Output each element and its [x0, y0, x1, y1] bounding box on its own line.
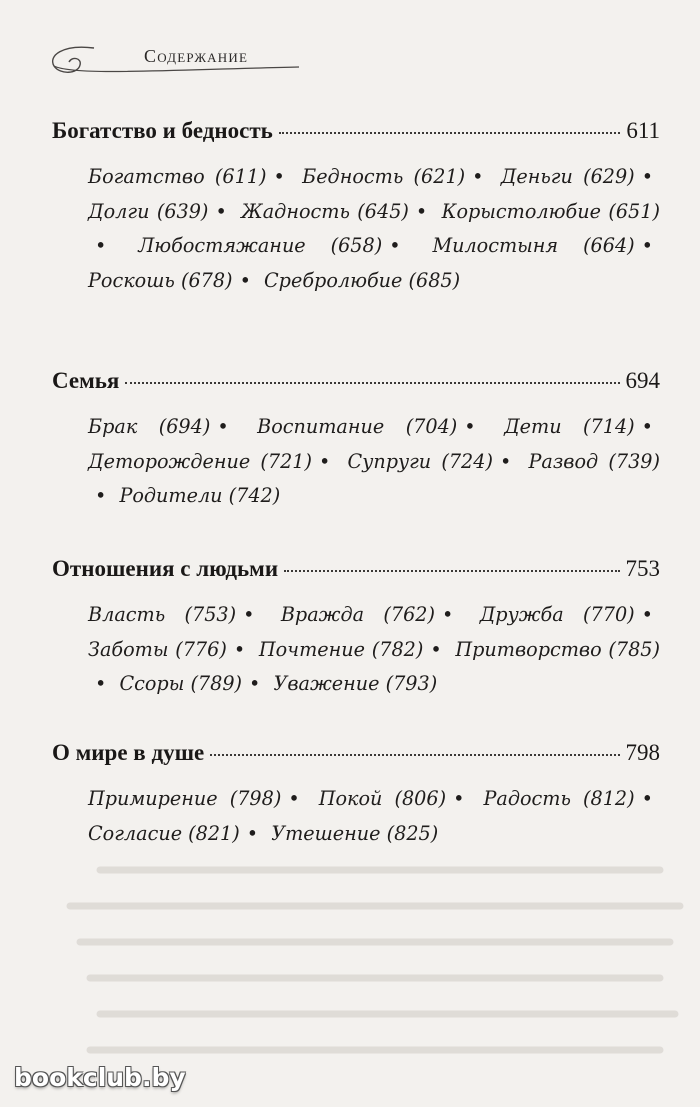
bullet-icon: •: [217, 415, 229, 438]
entry: Развод (739): [528, 449, 660, 473]
entry: Супруги (724): [347, 449, 493, 473]
toc-section-relations: [52, 556, 660, 702]
entry: Корыстолюбие (651): [441, 199, 660, 223]
bullet-icon: •: [641, 787, 653, 810]
bullet-icon: •: [442, 603, 454, 626]
section-title: О мире в душе: [52, 740, 205, 765]
entry-list: [88, 598, 660, 702]
entry: Радость (812): [483, 787, 635, 810]
section-heading: [52, 368, 660, 398]
entry: Почтение (782): [258, 637, 424, 661]
entry: Примирение (798): [88, 787, 282, 810]
section-heading: [52, 118, 660, 148]
leader-dots: [210, 754, 619, 756]
bullet-icon: •: [319, 449, 331, 473]
bullet-icon: •: [641, 415, 653, 438]
running-head: [44, 34, 304, 86]
entry: Жадность (645): [241, 199, 409, 223]
bullet-icon: •: [453, 787, 465, 810]
leader-dots: [125, 382, 619, 384]
entry: Родители (742): [119, 484, 281, 507]
bullet-icon: •: [246, 821, 259, 845]
bullet-icon: •: [641, 165, 654, 188]
bullet-icon: •: [464, 415, 476, 438]
leader-dots: [284, 570, 619, 572]
entry: Воспитание (704): [257, 415, 458, 438]
entry: Вражда (762): [280, 603, 436, 626]
bullet-icon: •: [389, 234, 401, 257]
running-head-title: Содержание: [144, 46, 249, 66]
entry: Притворство (785): [455, 637, 660, 661]
bullet-icon: •: [415, 199, 428, 223]
watermark: bookclub.by: [14, 1063, 186, 1092]
section-page: 798: [625, 740, 660, 765]
entry: Уважение (793): [273, 672, 438, 695]
entry-list: [88, 782, 660, 851]
entry: Милостыня (664): [432, 234, 635, 257]
entry: Власть (753): [88, 603, 237, 626]
section-page: 694: [625, 368, 660, 393]
entry: Согласие (821): [88, 821, 240, 845]
leader-dots: [279, 132, 621, 134]
bullet-icon: •: [641, 603, 653, 626]
entry: Утешение (825): [271, 821, 439, 845]
entry: Сребролюбие (685): [264, 268, 461, 292]
entry: Роскошь (678): [88, 268, 233, 292]
bullet-icon: •: [239, 268, 251, 292]
entry: Богатство (611): [88, 165, 267, 188]
toc-section-wealth: [52, 118, 660, 298]
section-title: Отношения с людьми: [52, 556, 279, 581]
section-title: Богатство и бедность: [52, 118, 273, 143]
bullet-icon: •: [95, 672, 107, 695]
entry: Брак (694): [88, 415, 211, 438]
bullet-icon: •: [472, 165, 484, 188]
entry-list: [88, 160, 660, 298]
entry: Любостяжание (658): [138, 234, 383, 257]
entry: Дружба (770): [479, 603, 635, 626]
bullet-icon: •: [430, 637, 442, 661]
toc-section-family: [52, 368, 660, 514]
bullet-icon: •: [233, 637, 246, 661]
entry: Деньги (629): [500, 165, 635, 188]
entry: Ссоры (789): [119, 672, 243, 695]
toc-section-peace: [52, 740, 660, 851]
show-through-texture: [60, 850, 700, 1090]
bullet-icon: •: [249, 672, 261, 695]
bullet-icon: •: [95, 484, 107, 507]
section-page: 753: [625, 556, 660, 581]
entry: Деторождение (721): [88, 449, 313, 473]
bullet-icon: •: [499, 449, 512, 473]
entry: Покой (806): [318, 787, 447, 810]
bullet-icon: •: [215, 199, 227, 223]
entry: Бедность (621): [302, 165, 466, 188]
section-heading: [52, 740, 660, 770]
section-title: Семья: [52, 368, 120, 393]
entry-list: [88, 410, 660, 514]
section-page: 611: [626, 118, 660, 143]
entry: Долги (639): [88, 199, 209, 223]
entry: Дети (714): [504, 415, 635, 438]
section-heading: [52, 556, 660, 586]
bullet-icon: •: [243, 603, 255, 626]
bullet-icon: •: [288, 787, 300, 810]
bullet-icon: •: [273, 165, 285, 188]
bullet-icon: •: [95, 234, 107, 257]
entry: Заботы (776): [88, 637, 227, 661]
bullet-icon: •: [641, 234, 653, 257]
